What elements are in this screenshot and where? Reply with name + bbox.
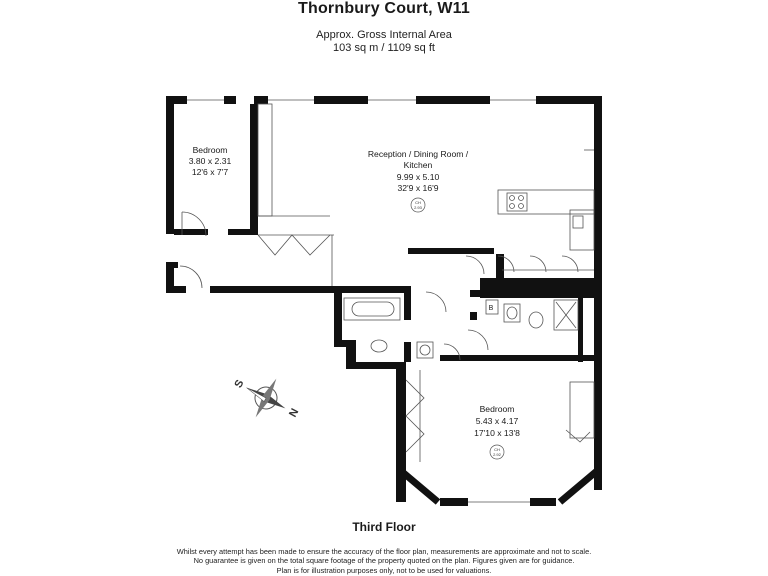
reception-ch-label: CH	[415, 200, 421, 205]
bedroom1-metric: 3.80 x 2.31	[188, 156, 232, 166]
bedroom2-ch-label: CH	[494, 447, 500, 452]
bedroom2-name: Bedroom	[479, 404, 515, 414]
room-bedroom-2	[474, 404, 520, 459]
disclaimer-line-3: Plan is for illustration purposes only, not to be used for valuations.	[276, 565, 492, 575]
disclaimer	[0, 547, 768, 575]
disclaimer-line-2: No guarantee is given on the total square footage of the property quoted on the plan. Figures given are for guidance.	[193, 556, 575, 566]
room-reception	[368, 149, 469, 212]
bedroom2-imperial: 17'10 x 13'8	[474, 428, 520, 438]
reception-metric: 9.99 x 5.10	[396, 172, 440, 182]
bedroom2-metric: 5.43 x 4.17	[475, 416, 519, 426]
bedroom1-imperial: 12'6 x 7'7	[191, 167, 229, 177]
room-bedroom-1	[189, 145, 232, 177]
thin-lines	[180, 100, 594, 502]
disclaimer-line-1: Whilst every attempt has been made to ensure the accuracy of the floor plan, measurements are approximate and not to scale.	[176, 547, 592, 556]
area-value: 103 sq m / 1109 sq ft	[333, 42, 435, 54]
bay-walls	[400, 470, 598, 502]
boiler-label: B	[488, 305, 494, 312]
reception-name-line1: Reception / Dining Room /	[367, 149, 469, 159]
compass-north: N	[287, 406, 302, 420]
compass-rose	[224, 362, 310, 436]
bedroom2-ch-value: 2.92	[493, 452, 501, 457]
floor-label: Third Floor	[352, 520, 416, 534]
area-label: Approx. Gross Internal Area	[316, 29, 452, 41]
compass-south: S	[232, 377, 247, 390]
reception-imperial: 32'9 x 16'9	[397, 183, 439, 193]
reception-name-line2: Kitchen	[403, 160, 433, 170]
bedroom1-name: Bedroom	[192, 145, 228, 155]
plan-title: Thornbury Court, W11	[298, 0, 470, 17]
reception-ch-value: 2.93	[414, 205, 422, 210]
